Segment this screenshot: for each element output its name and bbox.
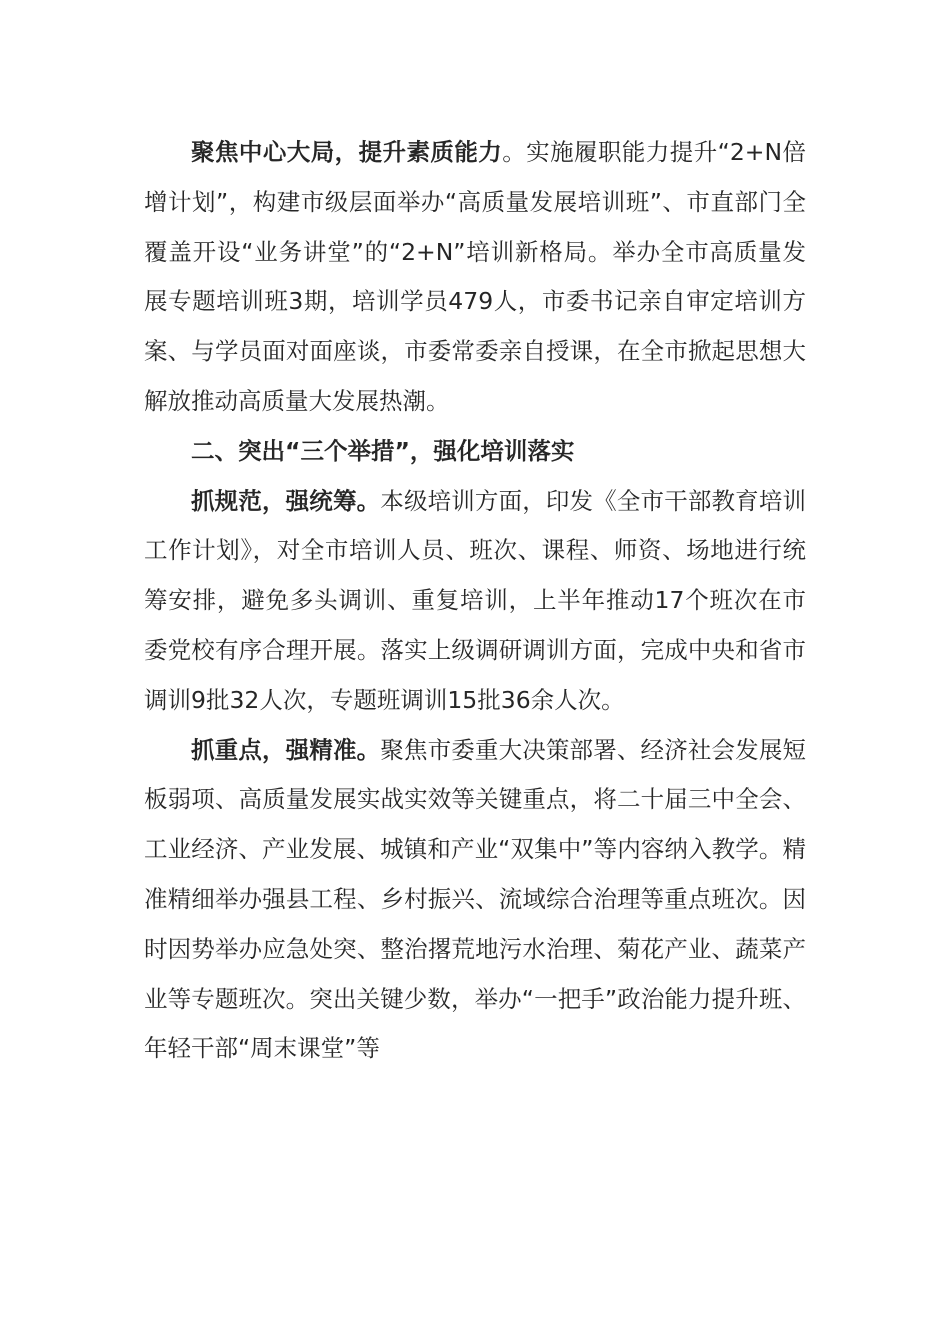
paragraph-body: 聚焦市委重大决策部署、经济社会发展短板弱项、高质量发展实战实效等关键重点，将二十届三中全会、工业经济、产业发展、城镇和产业“双集中”等内容纳入教学。精准精细举办强县工程、乡村振兴、流域综合治理等重点班次。因时因势举办应急处突、整治撂荒地污水治理、菊花产业、蔬菜产业等专题班次。突出关键少数，举办“一把手”政治能力提升班、年轻干部“周末课堂”等: [144, 735, 807, 1063]
paragraph-lead: 抓重点，强精准。: [191, 735, 381, 764]
paragraph-lead: 聚焦中心大局，提升素质能力: [191, 138, 503, 166]
paragraph-body: 。实施履职能力提升“2+N倍增计划”，构建市级层面举办“高质量发展培训班”、市直部门全覆盖开设“业务讲堂”的“2+N”培训新格局。举办全市高质量发展专题培训班3期，培训学员479人，市委书记亲自审定培训方案、与学员面对面座谈，市委常委亲自授课，在全市掀起思想大解放推动高质量大发展热潮。: [144, 138, 807, 415]
paragraph-key-points: [144, 726, 806, 1075]
section-heading-two: 二、突出“三个举措”，强化培训落实: [191, 436, 575, 465]
paragraph-lead: 抓规范，强统筹。: [191, 486, 381, 515]
paragraph-focus-center: [144, 128, 806, 427]
paragraph-body: 本级培训方面，印发《全市干部教育培训工作计划》，对全市培训人员、班次、课程、师资、场地进行统筹安排，避免多头调训、重复培训，上半年推动17个班次在市委党校有序合理开展。落实上级调研调训方面，完成中央和省市调训9批32人次，专题班调训15批36余人次。: [144, 486, 807, 714]
paragraph-standardize: [144, 477, 806, 726]
document-page: [144, 128, 806, 1074]
